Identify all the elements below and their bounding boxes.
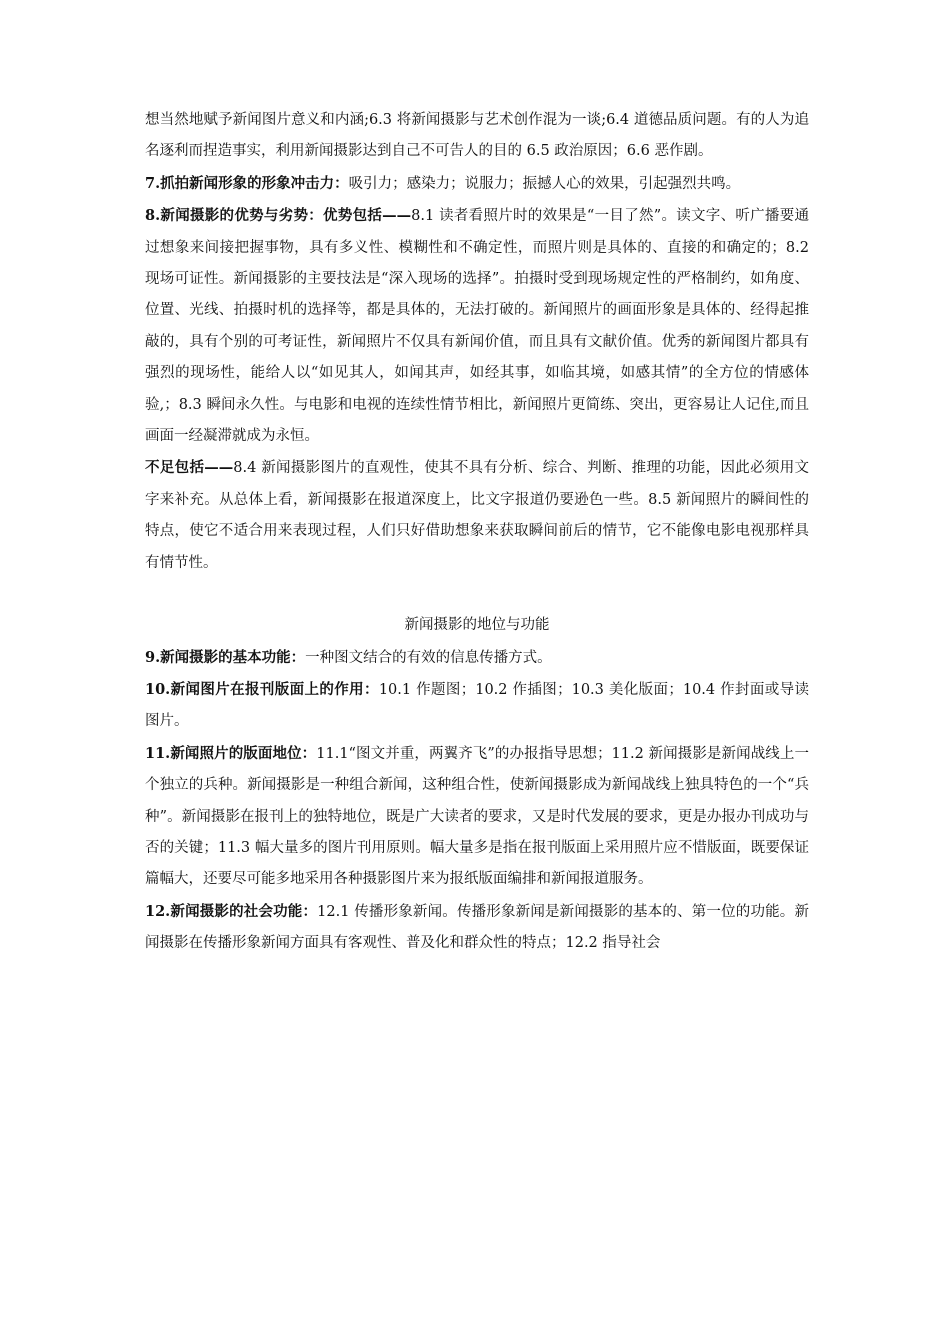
paragraph-heading: 11.新闻照片的版面地位： <box>145 744 317 762</box>
paragraph-heading: 8.新闻摄影的优势与劣势：优势包括—— <box>145 207 412 225</box>
paragraph-text: 8.1 读者看照片时的效果是“一目了然”。读文字、听广播要通过想象来间接把握事物，具有多义性、模糊性和不确定性，而照片则是具体的、直接的和确定的；8.2 现场可证性。新闻摄影的主要技法是“深入现场的选择”。拍摄时受到现场规定性的严格制约，如角度、位置、光线、拍摄时机的选择等，都是具体的，无法打破的。新闻照片的画面形象是具体的、经得起推敲的，具有个别的可考证性，新闻照片不仅具有新闻价值，而且具有文献价值。优秀的新闻图片都具有强烈的现场性，能给人以“如见其人，如闻其声，如经其事，如临其境，如感其情”的全方位的情感体验,；8.3 瞬间永久性。与电影和电视的连续性情节相比，新闻照片更简练、突出，更容易让人记住,而且画面一经凝滞就成为永恒。 <box>145 208 809 445</box>
paragraph-heading: 9.新闻摄影的基本功能： <box>145 648 306 666</box>
paragraph-6-continued <box>145 104 809 168</box>
paragraph-text: 11.1“图文并重，两翼齐飞”的办报指导思想；11.2 新闻摄影是新闻战线上一个独立的兵种。新闻摄影是一种组合新闻，这种组合性，使新闻摄影成为新闻战线上独具特色的一个“兵种”。新闻摄影在报刊上的独特地位，既是广大读者的要求，又是时代发展的要求，更是办报办刊成功与否的关键；11.3 幅大量多的图片刊用原则。幅大量多是指在报刊版面上采用照片应不惜版面，既要保证篇幅大，还要尽可能多地采用各种摄影图片来为报纸版面编排和新闻报道服务。 <box>145 745 809 888</box>
paragraph-9 <box>145 642 809 674</box>
document-body <box>145 104 809 960</box>
paragraph-8 <box>145 200 809 452</box>
paragraph-heading: 不足包括—— <box>145 459 234 477</box>
section-title: 新闻摄影的地位与功能 <box>404 617 550 634</box>
paragraph-11 <box>145 738 809 896</box>
paragraph-heading: 12.新闻摄影的社会功能： <box>145 902 318 920</box>
paragraph-text: 一种图文结合的有效的信息传播方式。 <box>305 649 552 666</box>
paragraph-heading: 7.抓拍新闻形象的形象冲击力： <box>145 174 349 192</box>
paragraph-heading: 10.新闻图片在报刊版面上的作用： <box>145 680 379 698</box>
paragraph-12 <box>145 896 809 960</box>
paragraph-8-weaknesses <box>145 452 809 579</box>
paragraph-text: 10.1 作题图；10.2 作插图；10.3 美化版面；10.4 作封面或导读图片。 <box>145 681 809 730</box>
paragraph-7 <box>145 168 809 200</box>
paragraph-text: 吸引力；感染力；说服力；振撼人心的效果，引起强烈共鸣。 <box>348 175 741 192</box>
paragraph-text: 想当然地赋予新闻图片意义和内涵;6.3 将新闻摄影与艺术创作混为一谈;6.4 道德品质问题。有的人为追名逐利而捏造事实，利用新闻摄影达到自己不可告人的目的 6.5 政治原因；6.6 恶作剧。 <box>145 112 809 160</box>
paragraph-text: 12.1 传播形象新闻。传播形象新闻是新闻摄影的基本的、第一位的功能。新闻摄影在传播形象新闻方面具有客观性、普及化和群众性的特点；12.2 指导社会 <box>145 903 809 952</box>
blank-line <box>145 579 809 610</box>
paragraph-10 <box>145 674 809 738</box>
paragraph-text: 8.4 新闻摄影图片的直观性，使其不具有分析、综合、判断、推理的功能，因此必须用文字来补充。从总体上看，新闻摄影在报道深度上，比文字报道仍要逊色一些。8.5 新闻照片的瞬间性的特点，使它不适合用来表现过程，人们只好借助想象来获取瞬间前后的情节，它不能像电影电视那样具有情节性。 <box>145 460 810 571</box>
